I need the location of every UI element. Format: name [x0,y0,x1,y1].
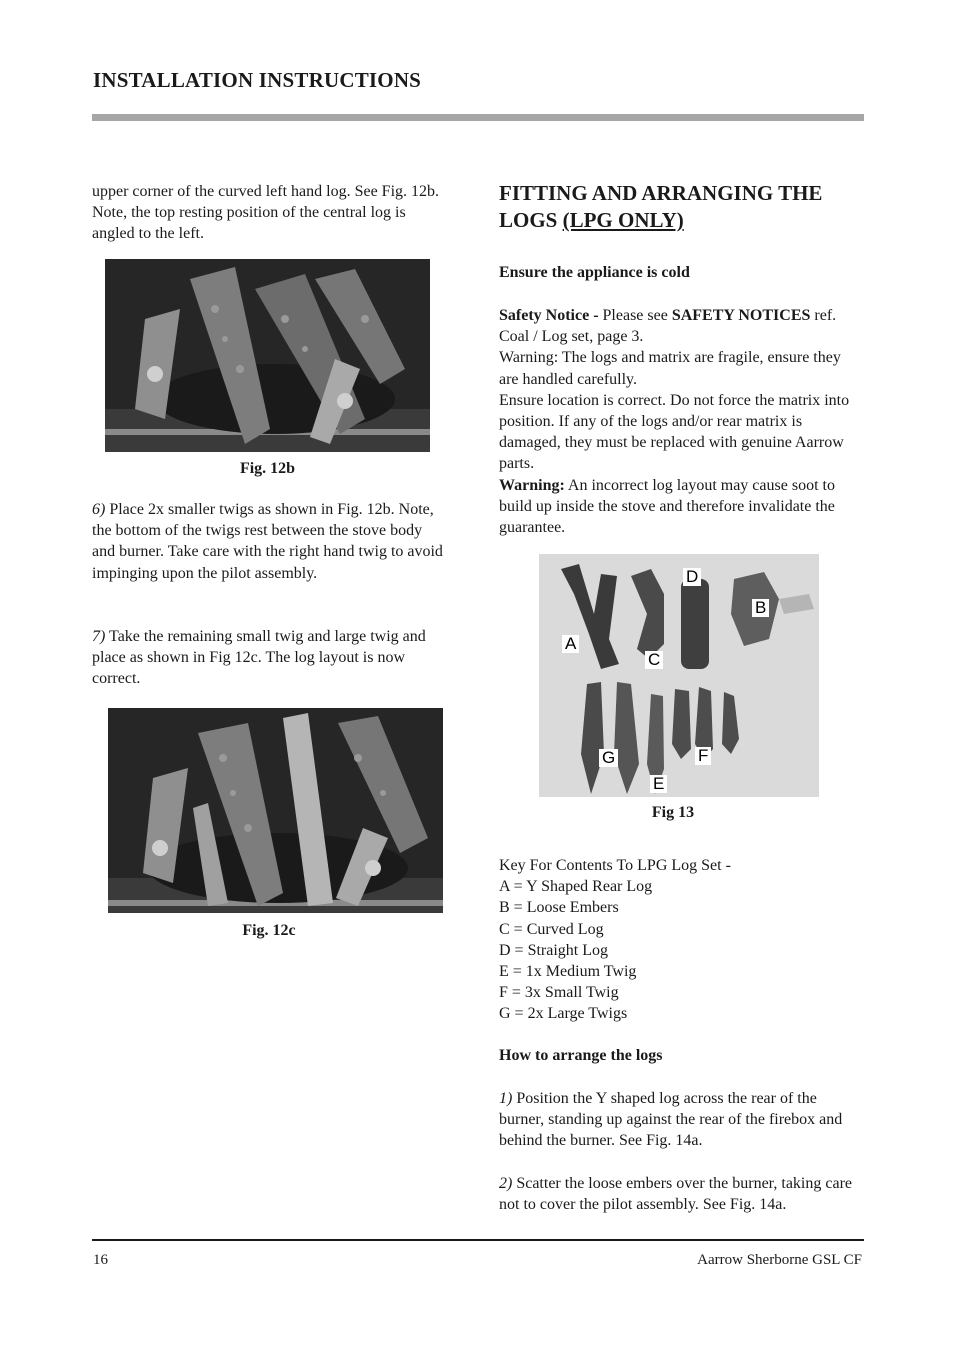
location-note: Ensure location is correct. Do not force the matrix into position. If any of the logs and/or rear matrix is damaged, they must be replaced with genuine Aarrow parts. [499,391,850,473]
ensure-cold-note: Ensure the appliance is cold [499,264,690,281]
step-1-text: Position the Y shaped log across the rear of the burner, standing up against the rear of the firebox and behind the burner. See Fig. 14a. [499,1090,843,1150]
step-1-number: 1) [499,1090,513,1107]
footer-product-name: Aarrow Sherborne GSL CF [697,1252,862,1268]
warning-fragile: Warning: The logs and matrix are fragile, ensure they are handled carefully. [499,349,841,388]
step-6-number: 6) [92,501,106,518]
key-item-g: G = 2x Large Twigs [499,1005,628,1023]
section-heading [499,180,861,234]
step-7-number: 7) [92,628,106,645]
intro-paragraph: upper corner of the curved left hand log. See Fig. 12b. Note, the top resting position of the central log is angled to the left. [92,183,440,243]
lpg-only-label: (LPG ONLY) [562,208,684,232]
step-2-text: Scatter the loose embers over the burner, taking care not to cover the pilot assembly. See Fig. 14a. [499,1175,852,1214]
warning-layout: Warning: An incorrect log layout may cause soot to build up inside the stove and therefore invalidate the guarantee. [499,476,835,537]
fig-13-label-f: F [695,747,711,765]
footer-rule [92,1239,864,1241]
fig-13-caption: Fig 13 [651,804,695,821]
fig-12c-illustration [108,708,443,913]
key-item-c: C = Curved Log [499,920,604,938]
section-heading-line-1: FITTING AND ARRANGING THE [499,181,823,205]
fig-12c-photo [108,708,443,913]
step-2-number: 2) [499,1175,513,1192]
section-heading-line-2: LOGS (LPG ONLY) [499,208,684,232]
fig-13-label-b: B [752,599,769,617]
fig-13-label-d: D [683,568,701,586]
key-list [499,855,861,1025]
arrange-heading: How to arrange the logs [499,1047,663,1064]
fig-12b-illustration [105,259,430,452]
safety-block [499,305,861,538]
page-header-title: INSTALLATION INSTRUCTIONS [93,68,422,92]
key-title: Key For Contents To LPG Log Set - [499,857,731,874]
fig-13-photo [539,554,819,797]
header-rule [92,114,864,121]
fig-12b-photo [105,259,430,452]
step-2-paragraph [499,1173,861,1215]
fig-12c-caption: Fig. 12c [242,922,296,939]
fig-13-label-c: C [645,651,663,669]
key-item-a: A = Y Shaped Rear Log [499,878,653,896]
step-7-text: Take the remaining small twig and large twig and place as shown in Fig 12c. The log layout is now correct. [92,628,426,688]
fig-13-illustration [539,554,819,797]
key-item-b: B = Loose Embers [499,899,619,917]
fig-12b-caption: Fig. 12b [239,460,296,477]
page-number: 16 [93,1252,108,1268]
step-1-paragraph [499,1088,861,1152]
step-6-text: Place 2x smaller twigs as shown in Fig. 12b. Note, the bottom of the twigs rest between the stove body and burner. Take care with the right hand twig to avoid impinging upon the pilot assembly. [92,501,443,582]
fig-13-label-e: E [650,775,667,793]
step-7-paragraph [92,626,448,690]
fig-13-label-g: G [599,749,618,767]
key-item-f: F = 3x Small Twig [499,984,619,1002]
step-6-paragraph [92,499,448,584]
safety-notice: Safety Notice - Please see SAFETY NOTICES ref. Coal / Log set, page 3. [499,307,837,346]
fig-13-label-a: A [562,635,579,653]
key-item-d: D = Straight Log [499,941,609,959]
key-item-e: E = 1x Medium Twig [499,963,637,981]
